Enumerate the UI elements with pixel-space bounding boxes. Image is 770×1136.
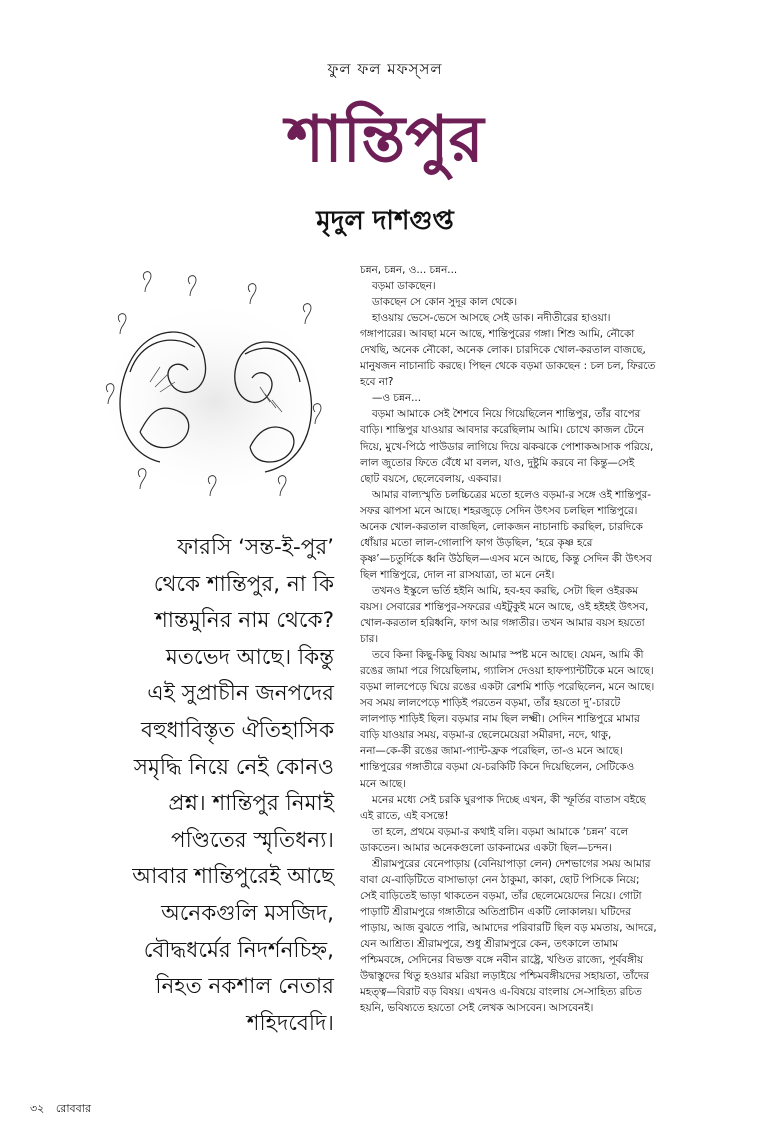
body-line: পাড়াটি শ্রীরামপুরে গঙ্গাতীরে অতিপ্রাচীন একটি লোকালয়। ঘটিদের [360, 905, 631, 918]
body-line: বয়স। সেবারের শান্তিপুর-সফরের এইটুকুই মনে আছে, ওই হইহই উৎসব, [360, 600, 649, 613]
pull-quote-line: প্রশ্ন। শান্তিপুর নিমাই [168, 791, 334, 817]
body-line: যেন আশ্রিত। শ্রীরামপুরে, শুধু শ্রীরামপুরে কেন, তৎকালে তামাম [360, 937, 619, 950]
body-line: দেখছি, অনেক নৌকো, অনেক লোক। চারদিকে খোল-করতাল বাজছে, [360, 344, 646, 357]
pull-quote-line: এই সুপ্রাচীন জনপদের [147, 681, 334, 707]
body-line: সব সময় লালপেড়ে শাড়িই পরতেন বড়মা, তাঁর হয়তো দু’-চারটে [360, 697, 621, 710]
pull-quote-line: বৌদ্ধধর্মের নিদর্শনচিহ্ন, [143, 937, 334, 963]
magazine-name: রোববার [55, 1102, 92, 1115]
body-line: চন্নন, চন্নন, ও... চন্নন... [360, 264, 458, 276]
body-line: মনে আছে। [360, 777, 406, 790]
pull-quote-line: আবার শান্তিপুরেই আছে [132, 864, 334, 890]
body-line: শান্তিপুরের গঙ্গাতীরে বড়মা যে-চরকিটি কিনে দিয়েছিলেন, সেটিকেও [360, 761, 635, 774]
body-line: পাড়ায়, আজ বুঝতে পারি, আমাদের পরিবারটি ছিল বড় মমতায়, আদরে, [360, 921, 657, 934]
kicker: ফুল ফল মফস্সল [327, 60, 443, 78]
page-number: ৩২ [30, 1102, 45, 1115]
body-line: তবে কিনা কিছু-কিছু বিষয় আমার স্পষ্ট মনে আছে। যেমন, আমি কী [372, 649, 644, 662]
page-footer [30, 1100, 91, 1119]
article-body [360, 262, 740, 1016]
body-line: উদ্বাস্তুদের থিতু হওয়ার মরিয়া লড়াইয়ে পশ্চিমবঙ্গীয়দের সহায়তা, তাঁদের [360, 970, 650, 983]
body-line: মহত্ত্ব—বিরাট বড় বিষয়। এখনও এ-বিষয়ে বাংলায় সে-সাহিত্য রচিত [360, 986, 642, 999]
page-title: শান্তিপুর [286, 102, 484, 177]
body-line: লালপাড় শাড়িই ছিল। বড়মার নাম ছিল লক্ষ্মী। সেদিন শান্তিপুরে মামার [360, 713, 640, 726]
pull-quote-line: ফারসি ‘সন্ত-ই-পুর’ [177, 535, 334, 560]
pull-quote-line: বহুধাবিস্তৃত ঐতিহাসিক [140, 717, 334, 743]
pull-quote-line: পণ্ডিতের স্মৃতিধন্য। [171, 827, 334, 853]
pull-quote-line: সমৃদ্ধি নিয়ে নেই কোনও [133, 754, 334, 780]
body-line: হয়নি, ভবিষ্যতে হয়তো সেই লেখক আসবেন। আসবেনই। [360, 1002, 594, 1015]
paisley-illustration [100, 262, 330, 502]
body-line: কৃষ্ণ’—চতুর্দিকে ধ্বনি উঠছিল—এসব মনে আছে, কিন্তু সেদিন কী উৎসব [360, 552, 652, 565]
body-line: খোল-করতাল হরিধ্বনি, ফাগ আর গঙ্গাতীর। তখন আমার বয়স হয়তো [360, 617, 645, 630]
body-line: রঙের জামা পরে গিয়েছিলাম, গ্যালিস দেওয়া হাফপ্যান্টটিকে মনে আছে। [360, 665, 654, 678]
body-line: গঙ্গাপারের। আবছা মনে আছে, শান্তিপুরের গঙ্গা। শিশু আমি, নৌকো [360, 328, 635, 341]
body-line: ছিল শান্তিপুরে, দোল না রাসযাত্রা, তা মনে নেই। [360, 568, 555, 581]
pull-quote-line: মতভেদ আছে। কিন্তু [165, 644, 334, 670]
pull-quote-line: নিহত নকশাল নেতার [155, 974, 334, 1000]
body-line: ছোট বয়সে, ছেলেবেলায়, একবার। [360, 472, 502, 485]
author-name: মৃদুল দাশগুপ্ত [316, 206, 454, 236]
body-line: হবে না? [360, 376, 394, 389]
pull-quote-line: অনেকগুলি মসজিদ, [161, 900, 334, 926]
body-line: পশ্চিমবঙ্গে, সেদিনের বিভক্ত বঙ্গে নবীন রাষ্ট্রে, খণ্ডিত রাজ্যে, পূর্ববঙ্গীয় [360, 954, 644, 967]
body-line: বড়মা লালপেড়ে ঘিয়ে রঙের একটা রেশমি শাড়ি পরেছিলেন, মনে আছে। [360, 681, 655, 694]
body-line: ধোঁয়ার মতো লাল-গোলাপি ফাগ উড়ছিল, ‘হরে কৃষ্ণ হরে [360, 536, 593, 549]
body-line: বড়মা ডাকছেন। [372, 280, 436, 293]
body-line: মানুষজন নাচানাচি করছে। পিছন থেকে বড়মা ডাকছেন : চল চল, ফিরতে [360, 360, 656, 373]
body-line: অনেক খোল-করতাল বাজছিল, লোকজন নাচানাচি করছিল, চারদিকে [360, 520, 643, 533]
body-line: সেই বাড়িতেই ভাড়া থাকতেন বড়মা, তাঁর ছেলেমেয়েদের নিয়ে। গোটা [360, 889, 642, 902]
pull-quote-line: শহিদবেদি। [246, 1010, 334, 1036]
body-line: তা হলে, প্রথমে বড়মা-র কথাই বলি। বড়মা আমাকে ‘চন্নন’ বলে [372, 825, 629, 838]
body-line: দিয়ে, মুখে-পিঠে পাউডার লাগিয়ে দিয়ে ঝকঝকে পোশাকআসাক পরিয়ে, [360, 440, 654, 453]
pull-quote-line: শান্তমুনির নাম থেকে? [155, 608, 334, 634]
body-line: মনের মধ্যে সেই চরকি ঘুরপাক দিচ্ছে এখন, কী স্ফূর্তির বাতাস বইছে [372, 793, 646, 806]
pull-quote [64, 530, 334, 1042]
pull-quote-line: থেকে শান্তিপুর, না কি [153, 571, 334, 597]
body-line: সফর ঝাপসা মনে আছে। শহরজুড়ে সেদিন উৎসব চলছিল শান্তিপুরে। [360, 504, 638, 517]
body-line: তখনও ইস্কুলে ভর্তি হইনি আমি, হব-হব করছি, সেটা ছিল ওইরকম [372, 584, 639, 597]
body-line: এই রাতে, এই বসন্তে! [360, 809, 449, 822]
body-line: ডাকতেন। আমার অনেকগুলো ডাকনামের একটা ছিল—চন্দন। [360, 841, 612, 854]
body-line: ননা—কে-কী রঙের জামা-প্যান্ট-ফ্রক পরেছিল, তা-ও মনে আছে। [360, 745, 623, 758]
body-line: বাড়ি যাওয়ার সময়, বড়মা-র ছেলেমেয়েরা সমীরদা, নদে, থাকু, [360, 729, 612, 742]
body-line: আমার বাল্যস্মৃতি চলচ্চিত্রের মতো হলেও বড়মা-র সঙ্গে ওই শান্তিপুর- [372, 488, 651, 501]
body-line: বড়মা আমাকে সেই শৈশবে নিয়ে গিয়েছিলেন শান্তিপুর, তাঁর বাপের [372, 408, 641, 421]
body-line: বাবা যে-বাড়িটিতে বাসাভাড়া নেন ঠাকুমা, কাকা, ছোট পিসিকে নিয়ে; [360, 873, 640, 886]
body-line: শ্রীরামপুরের বেনেপাড়ায় (বেনিয়াপাড়া লেন) দেশভাগের সময় আমার [372, 857, 651, 870]
body-line: লাল জুতোর ফিতে বেঁধে মা বলল, যাও, দুষ্টুমি করবে না কিন্তু—সেই [360, 456, 635, 469]
body-line: ডাকছেন সে কোন সুদূর কাল থেকে। [372, 296, 518, 309]
body-line: —ও চন্নন... [372, 392, 421, 405]
body-line: হাওয়ায় ভেসে-ভেসে আসছে সেই ডাক। নদীতীরের হাওয়া। [372, 312, 611, 325]
body-line: বাড়ি। শান্তিপুর যাওয়ার আবদার করেছিলাম আমি। চোখে কাজল টেনে [360, 424, 644, 437]
body-line: চার। [360, 633, 379, 646]
